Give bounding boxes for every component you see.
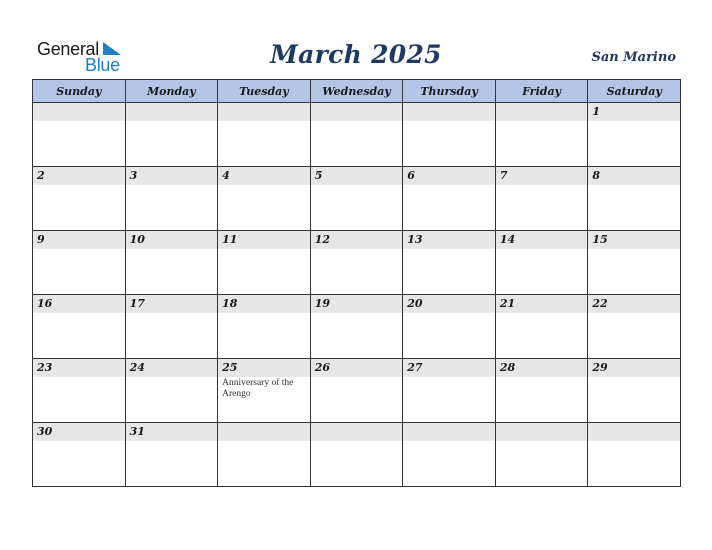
- day-number: 14: [496, 231, 588, 249]
- day-number: 23: [33, 359, 125, 377]
- day-number: 8: [588, 167, 680, 185]
- day-cell: [588, 231, 681, 295]
- weekday-header: Wednesday: [310, 80, 403, 103]
- day-cell: [125, 295, 218, 359]
- day-number: 31: [126, 423, 218, 441]
- day-cell: [495, 103, 588, 167]
- day-cell: [495, 423, 588, 487]
- day-cell: [33, 103, 126, 167]
- day-cell: [588, 295, 681, 359]
- day-cell: [495, 231, 588, 295]
- day-number: 29: [588, 359, 680, 377]
- day-cell: [588, 359, 681, 423]
- day-cell: [125, 231, 218, 295]
- weekday-header-row: [33, 80, 681, 103]
- day-number: 6: [403, 167, 495, 185]
- day-number: 17: [126, 295, 218, 313]
- weekday-header: Friday: [495, 80, 588, 103]
- day-number: 25: [218, 359, 310, 377]
- week-row: [33, 231, 681, 295]
- page-title: March 2025: [270, 40, 442, 69]
- day-cell: [403, 359, 496, 423]
- day-cell: [403, 103, 496, 167]
- day-number: 13: [403, 231, 495, 249]
- day-cell: [125, 423, 218, 487]
- weekday-header: Thursday: [403, 80, 496, 103]
- day-cell: [218, 359, 311, 423]
- day-cell: [125, 103, 218, 167]
- day-cell: [403, 231, 496, 295]
- day-number: [588, 423, 680, 441]
- region-label: San Marino: [591, 50, 676, 65]
- day-cell: [33, 423, 126, 487]
- logo-general-text: General: [37, 39, 99, 59]
- day-cell: [588, 167, 681, 231]
- day-number: 7: [496, 167, 588, 185]
- day-cell: [125, 167, 218, 231]
- day-cell: [218, 423, 311, 487]
- day-cell: [33, 359, 126, 423]
- day-number: 9: [33, 231, 125, 249]
- day-number: 19: [311, 295, 403, 313]
- weekday-header: Tuesday: [218, 80, 311, 103]
- day-cell: [310, 103, 403, 167]
- day-cell: [403, 167, 496, 231]
- day-cell: [495, 359, 588, 423]
- day-number: 3: [126, 167, 218, 185]
- day-number: 26: [311, 359, 403, 377]
- day-number: 4: [218, 167, 310, 185]
- day-cell: [218, 167, 311, 231]
- day-number: 11: [218, 231, 310, 249]
- day-number: [496, 103, 588, 121]
- holiday-label: Anniversary of the Arengo: [222, 378, 294, 399]
- day-number: 12: [311, 231, 403, 249]
- day-cell: [310, 295, 403, 359]
- day-number: 2: [33, 167, 125, 185]
- day-cell: [403, 295, 496, 359]
- week-row: [33, 167, 681, 231]
- day-cell: [310, 423, 403, 487]
- day-number: [218, 423, 310, 441]
- day-number: 5: [311, 167, 403, 185]
- day-number: 16: [33, 295, 125, 313]
- day-cell: [495, 167, 588, 231]
- day-cell: [310, 359, 403, 423]
- day-number: 15: [588, 231, 680, 249]
- day-number: 27: [403, 359, 495, 377]
- day-cell: [495, 295, 588, 359]
- weekday-header: Saturday: [588, 80, 681, 103]
- day-cell: [403, 423, 496, 487]
- day-number: 30: [33, 423, 125, 441]
- day-cell: [588, 103, 681, 167]
- day-number: [126, 103, 218, 121]
- day-number: 10: [126, 231, 218, 249]
- weekday-header: Sunday: [33, 80, 126, 103]
- day-number: 21: [496, 295, 588, 313]
- day-number: [403, 103, 495, 121]
- day-cell: [218, 103, 311, 167]
- week-row: [33, 359, 681, 423]
- day-cell: [218, 295, 311, 359]
- day-number: 1: [588, 103, 680, 121]
- week-row: [33, 295, 681, 359]
- day-number: [403, 423, 495, 441]
- week-row: [33, 103, 681, 167]
- day-number: [33, 103, 125, 121]
- logo-blue-text: Blue: [85, 55, 120, 75]
- day-number: [218, 103, 310, 121]
- day-cell: [218, 231, 311, 295]
- week-row: [33, 423, 681, 487]
- day-number: 24: [126, 359, 218, 377]
- day-cell: [33, 295, 126, 359]
- day-number: [311, 423, 403, 441]
- calendar-grid: [32, 79, 681, 487]
- day-cell: [588, 423, 681, 487]
- day-cell: [310, 167, 403, 231]
- day-number: 18: [218, 295, 310, 313]
- day-number: [496, 423, 588, 441]
- day-cell: [310, 231, 403, 295]
- day-number: [311, 103, 403, 121]
- day-cell: [33, 231, 126, 295]
- day-number: 20: [403, 295, 495, 313]
- day-cell: [125, 359, 218, 423]
- weekday-header: Monday: [125, 80, 218, 103]
- day-number: 28: [496, 359, 588, 377]
- day-number: 22: [588, 295, 680, 313]
- day-cell: [33, 167, 126, 231]
